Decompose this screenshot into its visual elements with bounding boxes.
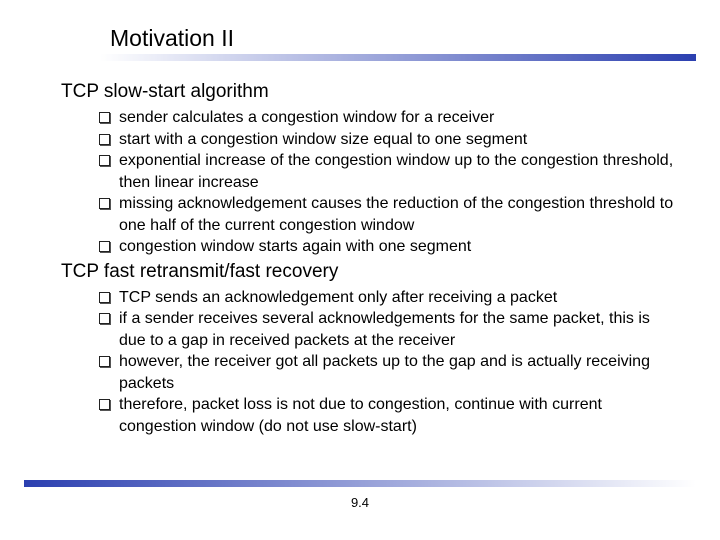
square-bullet-icon — [99, 241, 110, 252]
bullet-text: however, the receiver got all packets up to the gap and is actually receiving packets — [119, 353, 650, 392]
bullet-text: start with a congestion window size equal to one segment — [119, 130, 528, 148]
slide-content — [61, 80, 681, 437]
square-bullet-icon — [99, 112, 110, 123]
bullet-text: TCP sends an acknowledgement only after receiving a packet — [119, 288, 558, 306]
section-heading-slow-start: TCP slow-start algorithm — [61, 81, 269, 102]
slow-start-bullets — [61, 107, 681, 258]
square-bullet-icon — [99, 356, 110, 367]
square-bullet-icon — [99, 155, 110, 166]
section-heading-fast-retransmit: TCP fast retransmit/fast recovery — [61, 260, 339, 282]
bullet-item — [61, 193, 681, 236]
page-number: 9.4 — [350, 495, 370, 510]
bullet-item — [61, 287, 681, 309]
bullet-text: missing acknowledgement causes the reduction of the congestion threshold to one half of the current congestion window — [119, 195, 674, 234]
title-underline — [100, 54, 696, 61]
bullet-text: therefore, packet loss is not due to congestion, continue with current congestion window (do not use slow-start) — [119, 396, 602, 435]
square-bullet-icon — [99, 313, 110, 324]
square-bullet-icon — [99, 292, 110, 303]
bullet-item — [61, 129, 681, 151]
bullet-item — [61, 150, 681, 193]
bullet-text: sender calculates a congestion window for a receiver — [119, 109, 495, 126]
bullet-text: exponential increase of the congestion window up to the congestion threshold, then linear increase — [119, 152, 674, 191]
bullet-item — [61, 236, 681, 258]
slide-title: Motivation II — [110, 25, 234, 51]
bullet-item — [61, 107, 681, 129]
fast-retransmit-bullets — [61, 287, 681, 438]
bullet-item — [61, 394, 681, 437]
bullet-item — [61, 308, 681, 351]
square-bullet-icon — [99, 134, 110, 145]
bullet-item — [61, 351, 681, 394]
bullet-text: congestion window starts again with one segment — [119, 238, 472, 255]
footer-rule — [24, 480, 696, 487]
square-bullet-icon — [99, 198, 110, 209]
bullet-text: if a sender receives several acknowledgements for the same packet, this is due to a gap in received packets at the receiver — [119, 310, 650, 349]
square-bullet-icon — [99, 399, 110, 410]
